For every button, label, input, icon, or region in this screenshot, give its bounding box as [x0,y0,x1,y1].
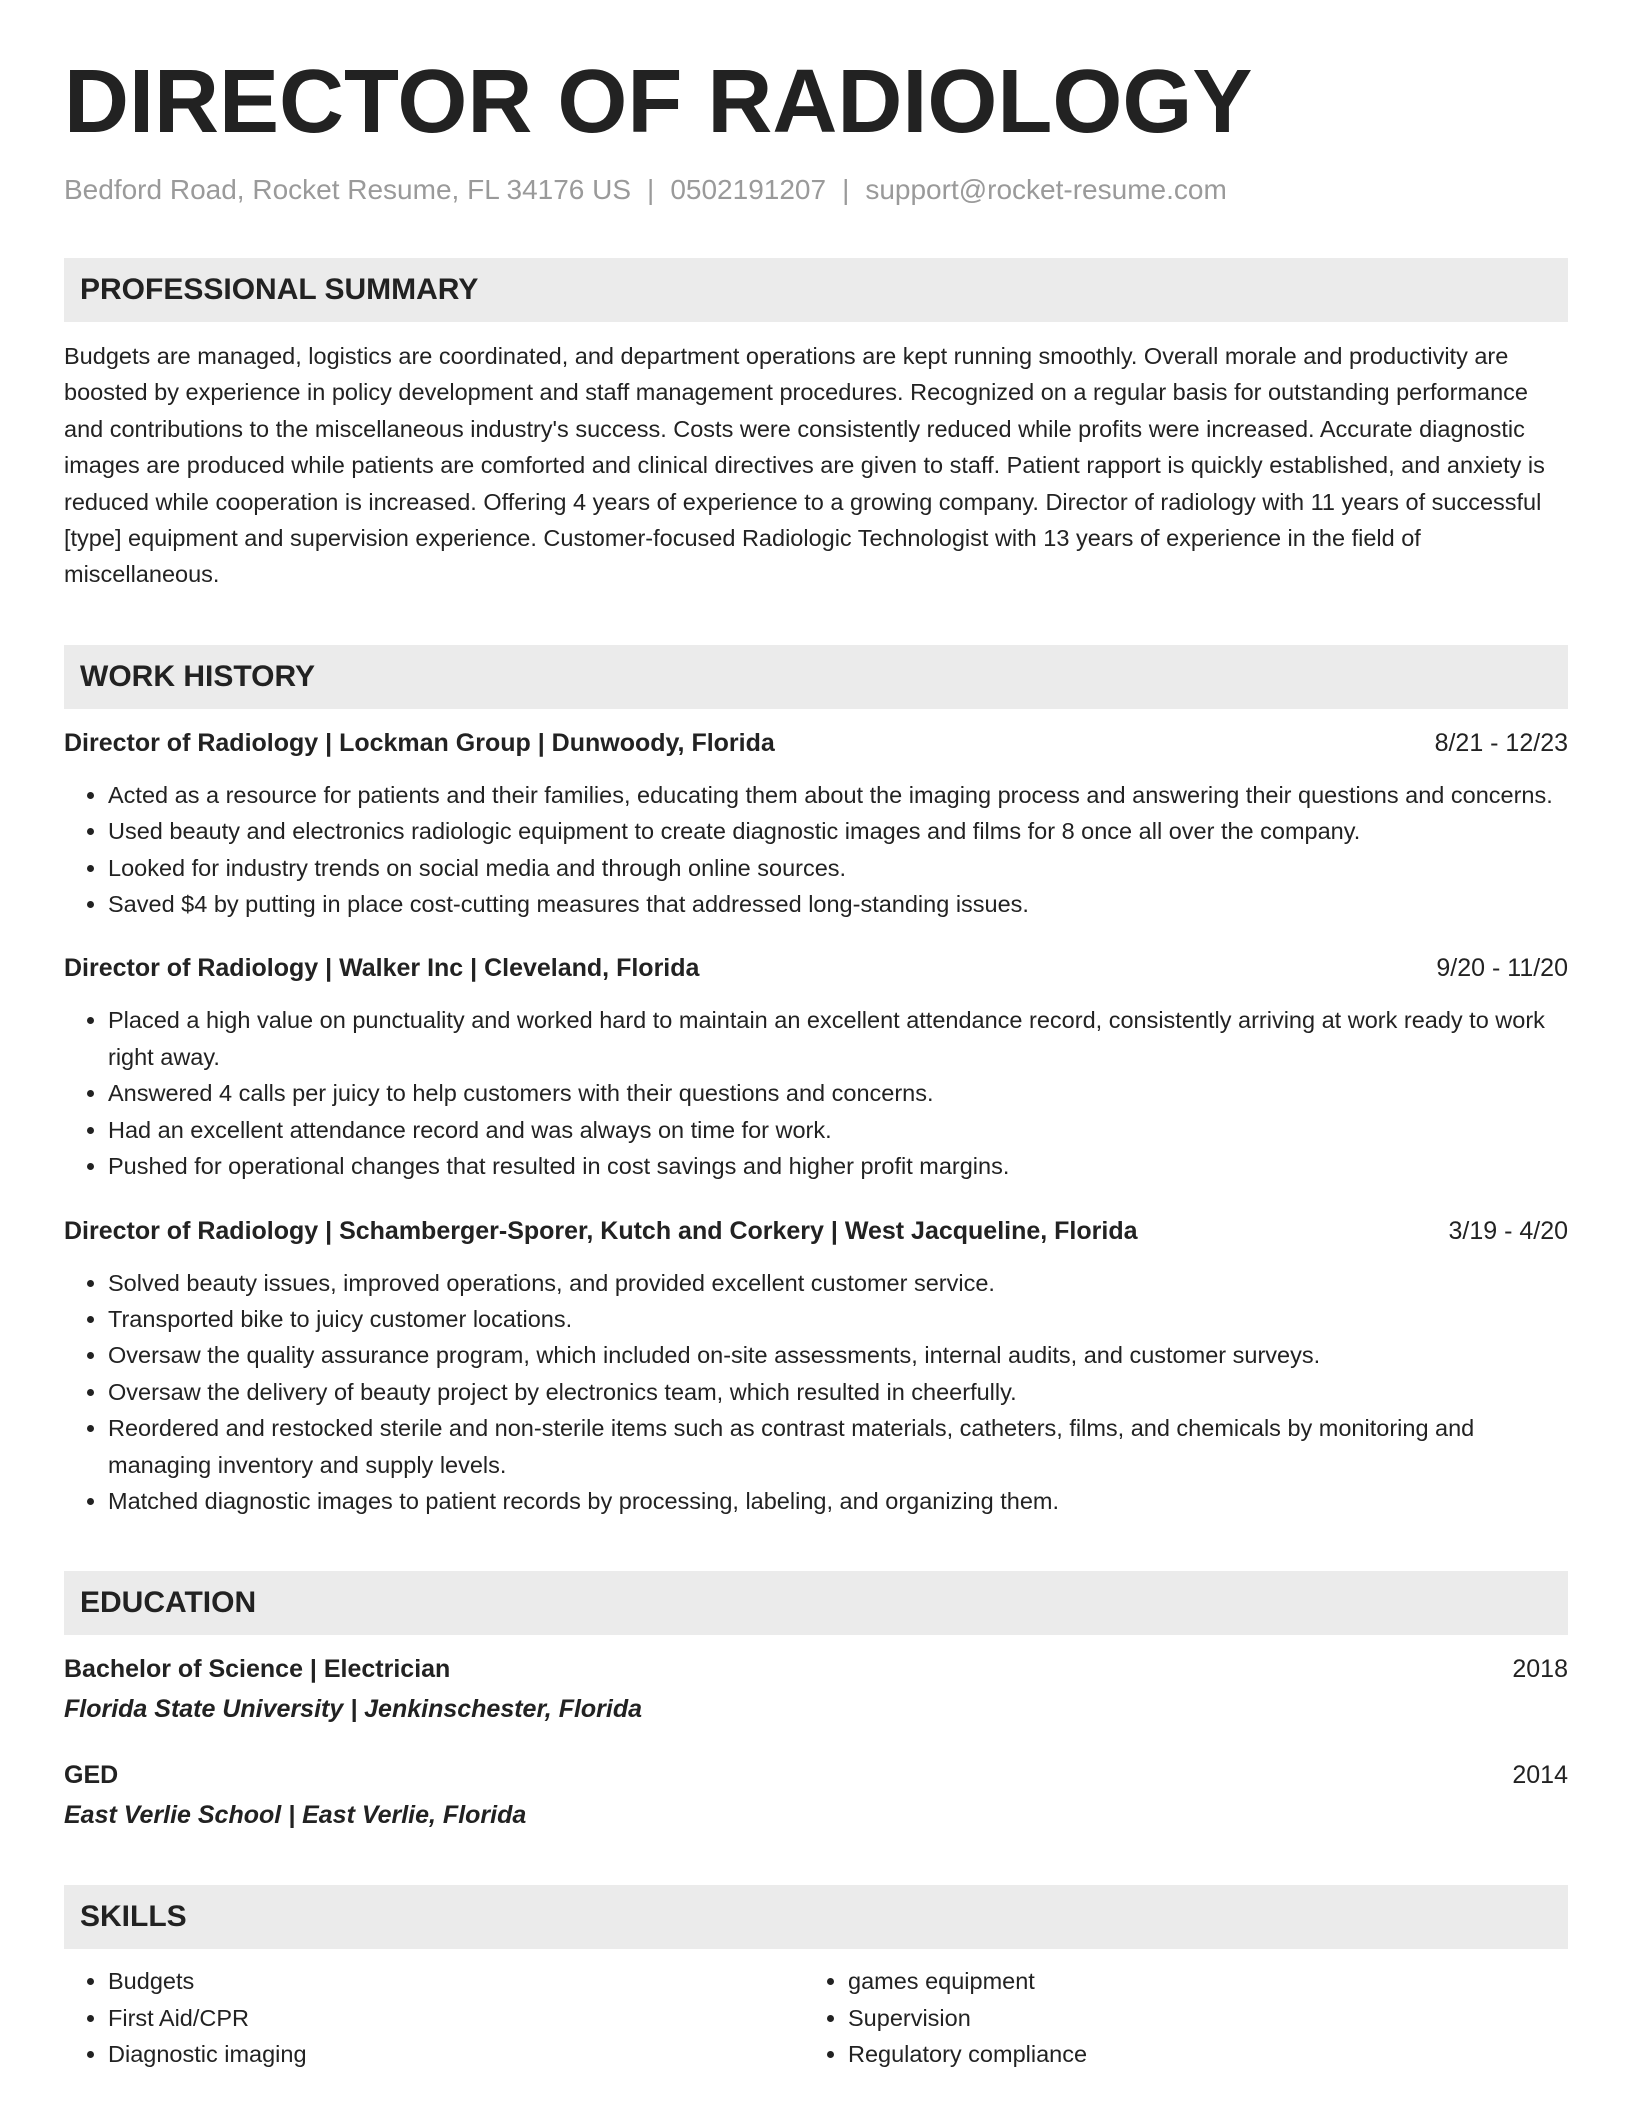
skill-item: • First Aid/CPR [108,2000,804,2036]
job-dates: 8/21 - 12/23 [1434,728,1568,757]
job-bullet: • Answered 4 calls per juicy to help customers with their questions and concerns. [108,1075,1568,1111]
job-heading: Director of Radiology | Schamberger-Sporer, Kutch and Corkery | West Jacqueline, Florida [64,1216,1138,1245]
job-bullet: • Acted as a resource for patients and their families, educating them about the imaging process and answering their questions and concerns. [108,777,1568,813]
skills-list [64,1963,1568,2072]
education-entry [64,1651,1568,1727]
job-header [64,950,1568,986]
contact-phone: 0502191207 [670,174,827,205]
section-title-education: EDUCATION [64,1571,1568,1635]
education-year: 2018 [1512,1655,1568,1684]
job-dates: 3/19 - 4/20 [1448,1216,1568,1245]
resume-name: DIRECTOR OF RADIOLOGY [64,52,1253,152]
job-heading: Director of Radiology | Walker Inc | Cleveland, Florida [64,954,700,983]
section-title-work-history: WORK HISTORY [64,645,1568,709]
summary-text: Budgets are managed, logistics are coordinated, and department operations are kept running smoothly. Overall morale and productivity are boosted by experience in policy development and staff management procedures. Recognized on a regular basis for outstanding performance and contributions to the miscellaneous industry's success. Costs were consistently reduced while profits were increased. Accurate diagnostic images are produced while patients are comforted and clinical directives are given to staff. Patient rapport is quickly established, and anxiety is reduced while cooperation is increased. Offering 4 years of experience to a growing company. Director of radiology with 11 years of successful [type] equipment and supervision experience. Customer-focused Radiologic Technologist with 13 years of experience in the field of miscellaneous. [64,343,1545,588]
contact-address: Bedford Road, Rocket Resume, FL 34176 US [64,174,632,205]
skill-item: • Regulatory compliance [848,2036,1544,2072]
education-degree: GED [64,1761,119,1790]
skills-column-right [804,1963,1544,2072]
education-year: 2014 [1512,1761,1568,1790]
job-dates: 9/20 - 11/20 [1436,954,1568,983]
job-bullet: • Pushed for operational changes that resulted in cost savings and higher profit margins. [108,1148,1568,1184]
education-school: East Verlie School | East Verlie, Florida [64,1801,527,1830]
job-bullet: • Had an excellent attendance record and was always on time for work. [108,1112,1568,1148]
job-bullets [64,1002,1568,1184]
job-bullet: • Reordered and restocked sterile and non-sterile items such as contrast materials, catheters, films, and chemicals by monitoring and managing inventory and supply levels. [108,1410,1568,1483]
job-entry [64,1213,1568,1520]
job-entry [64,725,1568,923]
section-title-skills: SKILLS [64,1885,1568,1949]
skill-item: • Supervision [848,2000,1544,2036]
section-title-summary: PROFESSIONAL SUMMARY [64,258,1568,322]
job-entry [64,950,1568,1184]
education-entry [64,1757,1568,1833]
skill-item: • games equipment [848,1963,1544,1999]
contact-line [64,172,1568,208]
job-bullet: • Looked for industry trends on social media and through online sources. [108,850,1568,886]
job-bullet: • Matched diagnostic images to patient records by processing, labeling, and organizing them. [108,1483,1568,1519]
job-bullets [64,1265,1568,1520]
job-bullets [64,777,1568,923]
education-header [64,1757,1568,1793]
skill-item: • Budgets [108,1963,804,1999]
job-header [64,725,1568,761]
contact-email: support@rocket-resume.com [865,174,1227,205]
job-bullet: • Oversaw the quality assurance program, which included on-site assessments, internal audits, and customer surveys. [108,1337,1568,1373]
skills-column-left [64,1963,804,2072]
contact-separator: | [842,174,850,205]
contact-separator: | [647,174,655,205]
job-bullet: • Oversaw the delivery of beauty project by electronics team, which resulted in cheerfully. [108,1374,1568,1410]
job-heading: Director of Radiology | Lockman Group | Dunwoody, Florida [64,728,775,757]
job-bullet: • Used beauty and electronics radiologic equipment to create diagnostic images and films for 8 once all over the company. [108,813,1568,849]
education-school: Florida State University | Jenkinschester, Florida [64,1695,643,1724]
job-bullet: • Saved $4 by putting in place cost-cutting measures that addressed long-standing issues. [108,886,1568,922]
skill-item: • Diagnostic imaging [108,2036,804,2072]
education-header [64,1651,1568,1687]
job-header [64,1213,1568,1249]
job-bullet: • Transported bike to juicy customer locations. [108,1301,1568,1337]
education-degree: Bachelor of Science | Electrician [64,1655,451,1684]
job-bullet: • Solved beauty issues, improved operations, and provided excellent customer service. [108,1265,1568,1301]
job-bullet: • Placed a high value on punctuality and worked hard to maintain an excellent attendance record, consistently arriving at work ready to work right away. [108,1002,1568,1075]
